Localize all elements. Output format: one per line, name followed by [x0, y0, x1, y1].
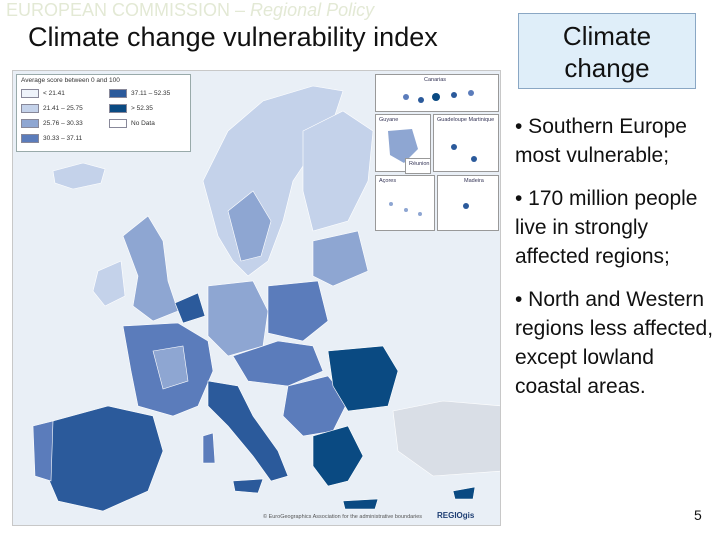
- topic-box: [518, 13, 696, 89]
- bullet-item: • Southern Europe most vulnerable;: [515, 115, 687, 167]
- map-legend: [16, 74, 191, 152]
- legend-item: [109, 104, 153, 113]
- legend-swatch: [21, 119, 39, 128]
- legend-item: [109, 89, 170, 98]
- inset-label: Guadeloupe Martinique: [437, 117, 495, 123]
- legend-item: [21, 134, 82, 143]
- page-number: 5: [694, 507, 702, 523]
- legend-swatch: [21, 89, 39, 98]
- legend-label: 25.76 – 30.33: [43, 120, 83, 127]
- topic-line-2: change: [564, 53, 650, 83]
- header-organization: [6, 0, 374, 21]
- inset-label: Canarias: [424, 77, 447, 83]
- legend-label: 30.33 – 37.11: [43, 135, 83, 142]
- inset-canarias-graphic: [376, 75, 498, 111]
- header-separator: –: [230, 0, 251, 20]
- region-portugal: [33, 421, 53, 481]
- inset-madeira-graphic: [438, 176, 498, 230]
- inset-canarias: [375, 74, 499, 112]
- header-org-name: EUROPEAN COMMISSION: [6, 0, 231, 20]
- legend-item: [21, 104, 83, 113]
- inset-label: Réunion: [409, 161, 430, 167]
- legend-swatch: [109, 89, 127, 98]
- legend-item: [109, 119, 155, 128]
- topic-line-1: Climate: [562, 21, 652, 51]
- inset-label: Guyane: [379, 117, 399, 123]
- legend-swatch: [21, 134, 39, 143]
- bullet-item: • North and Western regions less affected, except lowland coastal areas.: [515, 288, 714, 398]
- legend-title: Average score between 0 and 100: [21, 77, 120, 84]
- legend-label: < 21.41: [43, 90, 65, 97]
- inset-label: Açores: [379, 178, 397, 184]
- bullet-list: [515, 112, 715, 415]
- legend-label: No Data: [131, 120, 155, 127]
- legend-label: 21.41 – 25.75: [43, 105, 83, 112]
- map-copyright: © EuroGeographics Association for the administrative boundaries: [263, 514, 423, 520]
- inset-reunion: [405, 158, 431, 174]
- regiogis-credit: REGIOgis: [437, 511, 475, 520]
- legend-item: [21, 89, 65, 98]
- inset-guadeloupe-martinique: [433, 114, 499, 172]
- legend-item: [21, 119, 83, 128]
- inset-guadeloupe-graphic: [434, 115, 498, 171]
- legend-label: 37.11 – 52.35: [131, 90, 171, 97]
- legend-swatch: [109, 104, 127, 113]
- inset-label: Madeira: [464, 178, 484, 184]
- slide-title: Climate change vulnerability index: [28, 22, 438, 52]
- inset-madeira: [437, 175, 499, 231]
- bullet-item: • 170 million people live in strongly affected regions;: [515, 187, 698, 268]
- legend-swatch: [21, 104, 39, 113]
- legend-label: > 52.35: [131, 105, 153, 112]
- vulnerability-map: [12, 70, 501, 526]
- inset-acores: [375, 175, 435, 231]
- legend-swatch: [109, 119, 127, 128]
- inset-acores-graphic: [376, 176, 434, 230]
- header-unit: Regional Policy: [250, 0, 375, 20]
